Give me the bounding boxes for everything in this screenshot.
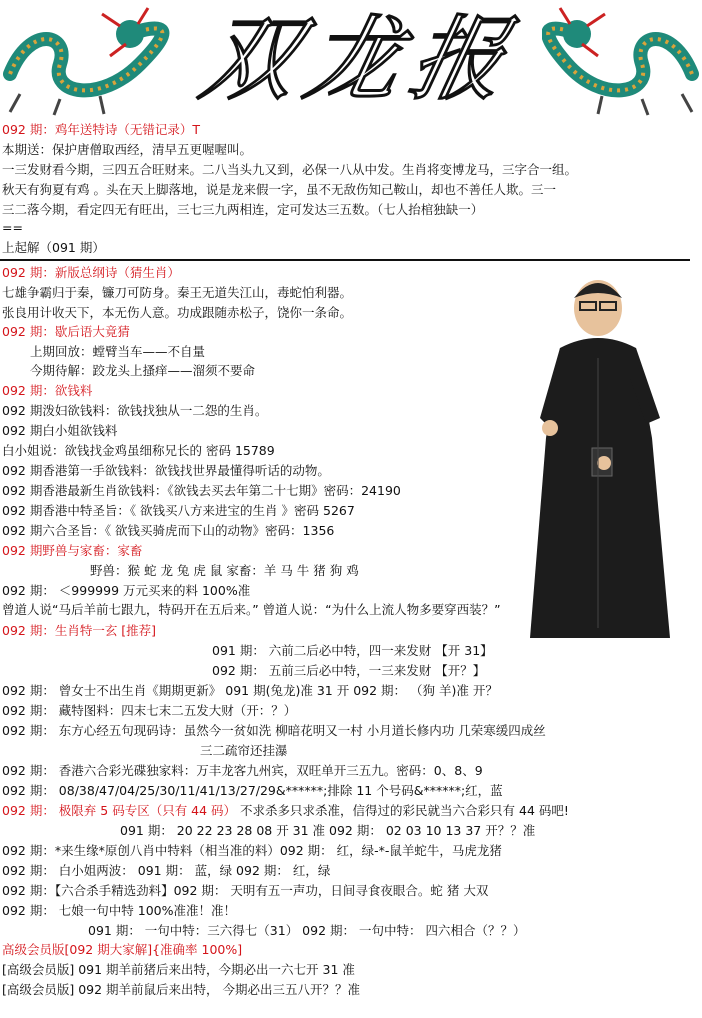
- misc-line: 092 期： 曾女士不出生肖《期期更新》 091 期(兔龙)准 31 开 092 期： （狗 羊)准 开？: [2, 683, 498, 698]
- divider: [0, 259, 690, 261]
- yuqian-line: 092 期泼妇欲钱料：欲钱找独从一二怨的生肖。: [2, 403, 268, 418]
- misc-line: 092 期： 藏特图料：四末七末二五发大财（开：？）: [2, 703, 297, 718]
- misc-line: 092 期： 东方心经五句现码诗：虽然今一贫如洗 柳暗花明又一村 小月道长修内功 几荣寒缓四成丝: [2, 723, 546, 738]
- after-line: 092 期： 七娘一句中特 100%准准！准！: [2, 903, 237, 918]
- poem-line: 一三发财看今期，三四五合旺财来。二八当头九又到，必保一八从中发。生肖将变博龙马，三字合一组。: [2, 162, 578, 177]
- zong-line: 张良用计收天下，本无伤人意。功成跟随赤松子，饶你一条命。: [2, 305, 353, 320]
- poem-line: 三二落今期，看定四无有旺出，三七三九两相连，定可发达三五数。（七人抬棺独缺一）: [2, 202, 484, 217]
- zong-line: 七雄争霸归于秦，镰刀可防身。秦王无道失江山，毒蛇怕利器。: [2, 285, 353, 300]
- separator-text: ==: [2, 220, 23, 235]
- after-line: 091 期： 20 22 23 28 08 开 31 准 092 期： 02 03 10 13 37 开？？准: [120, 823, 536, 838]
- jixian-text: 不求杀多只求杀准，信得过的彩民就当六合彩只有 44 码吧!: [236, 803, 569, 818]
- xiehou-title: 092 期：歇后语大竟猜: [2, 324, 130, 339]
- yuqian-line: 092 期六合圣旨：《 欲钱买骑虎而下山的动物》密码：1356: [2, 523, 335, 538]
- yuqian-line: 白小姐说：欲钱找金鸡虽细称兄长的 密码 15789: [2, 443, 275, 458]
- prev-issue-label: 上起解（091 期）: [2, 240, 105, 255]
- misc-line: 三二疏帘还挂瀑: [200, 743, 288, 758]
- after-line: 092 期：【六合杀手精选劲料】092 期： 天明有五一声功，日间寻食夜眼合。蛇 猪 大双: [2, 883, 489, 898]
- zeng-line: 曾道人说“马后羊前七跟九，特码开在五后来。” 曾道人说：“为什么上流人物多要穿西装？”: [2, 602, 501, 617]
- jixian-line: [2, 802, 569, 819]
- yixuan-line: 091 期： 六前二后必中特，四一来发财 【开 31】: [212, 643, 493, 658]
- misc-line: 092 期： 08/38/47/04/25/30/11/41/13/27/29&******;排除 11 个号码&******;红，蓝: [2, 783, 503, 798]
- poem-title: 092 期：鸡年送特诗（无错记录）T: [2, 122, 200, 137]
- after-line: 092 期： 白小姐两波： 091 期： 蓝，绿 092 期： 红，绿: [2, 863, 331, 878]
- dragon-right-icon: [542, 4, 702, 120]
- dragon-left-icon: [0, 4, 170, 120]
- yeshou-line: 野兽：猴 蛇 龙 兔 虎 鼠 家畜：羊 马 牛 猪 狗 鸡: [90, 563, 359, 578]
- yixuan-line: 092 期： 五前三后必中特，一三来发财 【开？】: [212, 663, 486, 678]
- yeshou-title: 092 期野兽与家畜：家畜: [2, 543, 143, 558]
- zong-title: 092 期：新版总纲诗（猜生肖）: [2, 265, 180, 280]
- yixuan-title: 092 期：生肖特一玄 [推荐]: [2, 623, 157, 638]
- jixian-title: 092 期： 极限弃 5 码专区（只有 44 码）: [2, 803, 237, 818]
- after-line: 092 期：*来生缘*原创八肖中特料（相当准的料）092 期： 红，绿-*-鼠羊蛇牛，马虎龙猪: [2, 843, 502, 858]
- vip-line: [高级会员版] 091 期羊前猪后来出特，今期必出一六七开 31 准: [2, 962, 355, 977]
- xiehou-line: 今期待解：跤龙头上搔痒——溜须不要命: [30, 363, 256, 378]
- yuqian-line: 092 期香港第一手欲钱料：欲钱找世界最懂得听话的动物。: [2, 463, 330, 478]
- man-in-robe-image: [520, 268, 702, 648]
- misc-line: 092 期： 香港六合彩光碟独家料：万丰龙客九州宾，双旺单开三五九。密码：0、8、9: [2, 763, 483, 778]
- after-line: 091 期： 一句中特：三六得七（31） 092 期： 一句中特： 四六相合（？？）: [88, 923, 526, 938]
- yuqian-title: 092 期：欲钱料: [2, 383, 93, 398]
- masthead-title: 双龙报: [192, 6, 528, 113]
- masthead-banner: [0, 0, 702, 122]
- yuqian-line: 092 期白小姐欲钱料: [2, 423, 118, 438]
- buy-line: 092 期： ＜999999 万元买来的料 100%准: [2, 583, 251, 598]
- poem-line: 本期送：保护唐僧取西经，清早五更喔喔叫。: [2, 142, 253, 157]
- xiehou-line: 上期回放：螳臂当车——不自量: [30, 344, 206, 359]
- vip-title: 高级会员版[092 期大家解]{准确率 100%]: [2, 942, 243, 957]
- poem-line: 秋天有狗夏有鸡 。头在天上脚落地，说是龙来假一字，虽不无敌伤知己鞍山，却也不善任人欺。三一: [2, 182, 556, 197]
- vip-line: [高级会员版] 092 期羊前鼠后来出特， 今期必出三五八开？？准: [2, 982, 361, 997]
- yuqian-line: 092 期香港最新生肖欲钱料：《欲钱去买去年第二十七期》密码：24190: [2, 483, 401, 498]
- yuqian-line: 092 期香港中特圣旨：《 欲钱买八方来进宝的生肖 》密码 5267: [2, 503, 355, 518]
